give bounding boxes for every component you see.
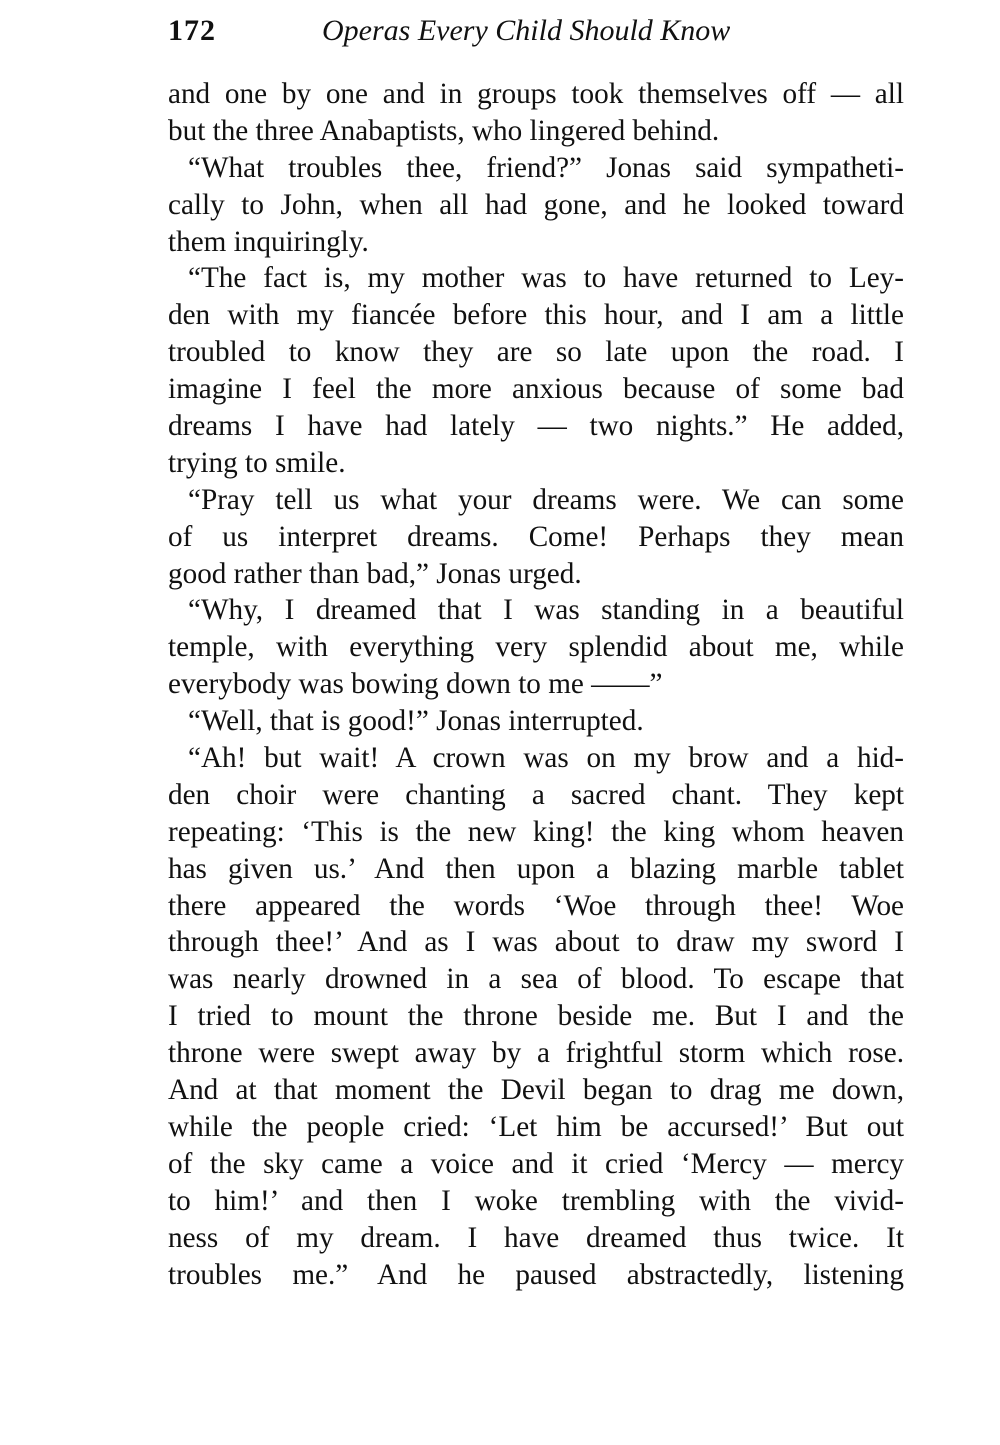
text-line: cally to John, when all had gone, and he looked toward (168, 188, 904, 221)
text-line: den choir were chanting a sacred chant. They kept (168, 778, 904, 811)
text-line: “Pray tell us what your dreams were. We can some (188, 483, 904, 516)
text-line: repeating: ‘This is the new king! the king whom heaven (168, 815, 904, 848)
page-header (168, 14, 904, 54)
text-line: has given us.’ And then upon a blazing marble tablet (168, 852, 904, 885)
text-line: good rather than bad,” Jonas urged. (168, 557, 582, 590)
body-text (168, 76, 904, 1293)
text-line: them inquiringly. (168, 225, 369, 258)
text-line: of the sky came a voice and it cried ‘Mercy — mercy (168, 1147, 904, 1180)
text-line: trying to smile. (168, 446, 346, 479)
text-line: but the three Anabaptists, who lingered behind. (168, 114, 720, 147)
text-line: “The fact is, my mother was to have returned to Ley- (188, 262, 904, 295)
text-line: “Ah! but wait! A crown was on my brow and a hid- (188, 742, 904, 775)
text-line: throne were swept away by a frightful storm which rose. (168, 1037, 904, 1070)
text-line: and one by one and in groups took themselves off — all (168, 78, 904, 110)
text-line: “Well, that is good!” Jonas interrupted. (188, 705, 644, 738)
text-line: I tried to mount the throne beside me. But I and the (168, 1000, 904, 1033)
text-line: there appeared the words ‘Woe through thee! Woe (168, 889, 904, 922)
text-line: of us interpret dreams. Come! Perhaps they mean (168, 520, 904, 553)
text-line: “What troubles thee, friend?” Jonas said sympatheti- (188, 151, 904, 184)
text-line: den with my fiancée before this hour, and I am a little (168, 299, 904, 332)
text-line: to him!’ and then I woke trembling with the vivid- (168, 1184, 904, 1217)
text-line: through thee!’ And as I was about to draw my sword I (168, 926, 904, 959)
text-line: And at that moment the Devil began to drag me down, (168, 1074, 904, 1107)
text-line: temple, with everything very splendid about me, while (168, 631, 904, 664)
text-line: troubles me.” And he paused abstractedly, listening (168, 1258, 904, 1291)
text-line: while the people cried: ‘Let him be accursed!’ But out (168, 1110, 904, 1143)
text-line: ness of my dream. I have dreamed thus twice. It (168, 1221, 904, 1254)
text-line: dreams I have had lately — two nights.” He added, (168, 410, 904, 443)
text-line: was nearly drowned in a sea of blood. To escape that (168, 963, 904, 996)
running-title: Operas Every Child Should Know (322, 14, 731, 47)
text-line: everybody was bowing down to me ——” (168, 668, 663, 701)
text-line: “Why, I dreamed that I was standing in a beautiful (188, 594, 904, 627)
page-number: 172 (168, 14, 216, 47)
text-line: troubled to know they are so late upon the road. I (168, 336, 904, 369)
text-line: imagine I feel the more anxious because of some bad (168, 373, 904, 406)
